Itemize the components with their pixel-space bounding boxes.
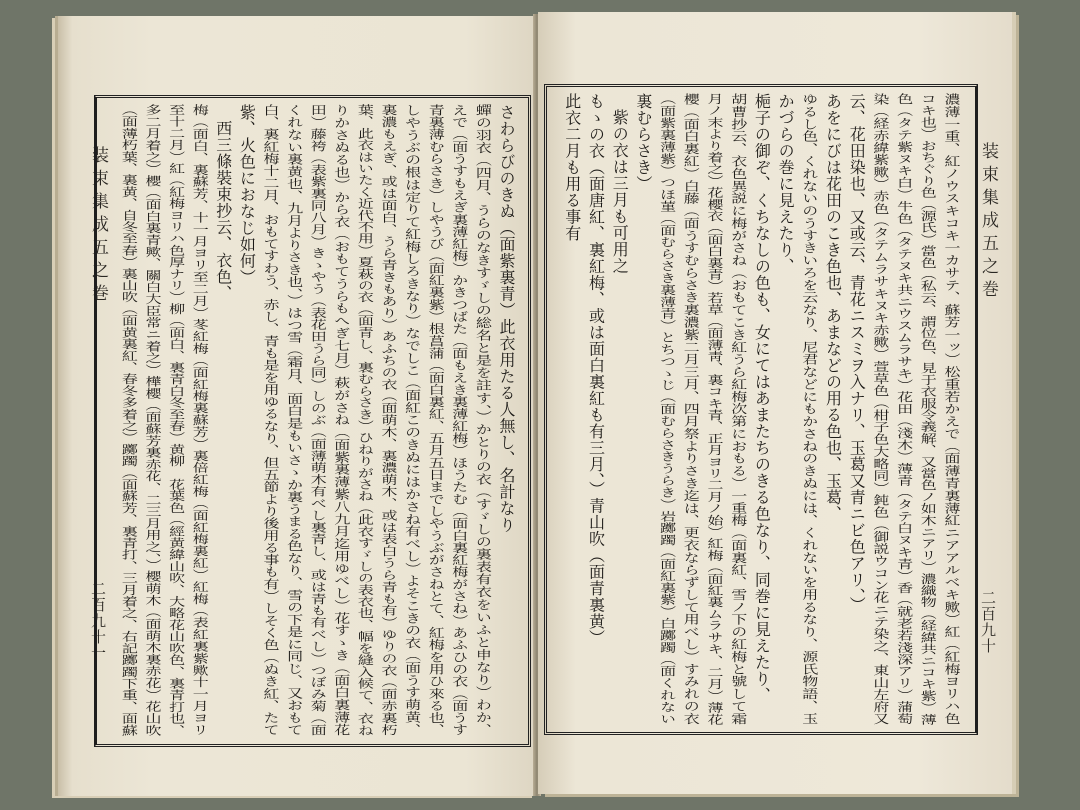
text-column: 此衣二月も用る事有	[562, 93, 582, 242]
text-column: 紫の衣は三月も可用之	[610, 109, 630, 274]
text-column: もゝの衣（面唐紅、裏紅梅、或は面白裏紅も有三月、）青山吹（面青裏黄）	[586, 93, 606, 646]
left-page-header: 装束集成五之巻	[88, 146, 108, 307]
text-column: 至十二月）紅（紅梅ヨリハ色厚ナリ）柳（面白、裏青白冬至春）黄柳 花葉色（經黄緯山吹、大略花山吹色、裏青打也、	[166, 104, 186, 736]
text-column: 櫻（面白裏紅）白藤（面うすむらさき裏濃紫二月三月、四月祭よりさき迄は、更衣ならずして用べし）すみれの衣	[681, 93, 701, 725]
left-text-frame	[94, 95, 531, 747]
text-column: 葉、此衣はいたく近代不用）夏萩の衣（面青し、裏むらさき）ひねりがさね（此衣すゞしの表衣也、幅を縫入候て、衣ね	[355, 104, 375, 736]
text-column: 裏むらさき）	[633, 93, 653, 192]
text-column: 云、花田染也、又或云、青花ニスミヲ入ナリ、玉葛又青ニビ色アリ、）	[847, 93, 867, 613]
text-column: （面薄朽葉、裏黄、自冬至春）裏山吹（面黄裏紅、春冬多着之）躑躅（面蘇芳、裏青打、三月着之、右記躑躅下重、面蘇	[119, 104, 139, 736]
text-column: 濃薄一重、紅ノウスキコキ一カサテ、蘇芳一ッ）松重若かえで（面薄青裏薄紅ニアアルベキ歟）紅（紅梅ヨリハ色	[942, 93, 961, 725]
text-column: 多二月着之）櫻（面白裏青歟、關白大臣常ニ着之）樺櫻（面蘇芳裏赤花、二三月用之、）櫻萌木（面萌木裏赤花）花山吹	[143, 104, 162, 736]
text-column: 胡曹抄云、衣色異説に梅がさね（おもてこき紅うら紅梅次第におもる）一重梅（面裏紅、雪ノ下の紅梅と號して霜	[728, 93, 748, 725]
text-column: くれない裏黄也、九月よりさき也、）はつ雪（霜月、面白是もいさゝか裏うまる色なり、雪の下是に同じ、又おもて	[284, 104, 304, 736]
text-column: 梔子の御ぞ、くちなしの色も、女にてはあまたちのきる色なり、同巻に見えたり、	[752, 93, 772, 704]
text-column: かづらの巻に見えたり、	[776, 93, 796, 275]
text-column: 裏濃もえぎ、或は面白、うら青きもあり）あふちの衣（面萌木、裏濃萌木、或は表白うら青も有）ゆりの衣（面赤裏朽	[379, 104, 398, 736]
text-column: 青裏薄むらさき）しやうび（面紅裏紫）根菖蒲（面白裏紅、五月五日までしやうぶがさねとて、紅梅を用ひ來る也、	[426, 104, 446, 736]
text-column: 月ノ末より着之）花櫻衣（面白裏青）若草（面薄靑、裏コキ青、正月ヨリ二月ノ始）紅梅（面紅裏ムラサキ、二月）薄花	[705, 93, 724, 725]
left-page-number: 二百九十一	[89, 581, 107, 661]
text-column: コキ也）おちぐり色（源氏）當色（私云、謂位色、見于衣服令義解、又當色ノ如木ニアリ）濃織物（経緯共ニコキ紫）薄	[918, 93, 938, 725]
text-column: 染（経赤緯紫歟）赤色（タテムラサキヌキ赤歟）萱草色（柑子色大略同）鈍色（御説ウコン花ニテ染之、東山左府又	[870, 93, 890, 725]
text-column: ゆるし色、くれないのうすきいろを云なり、尼君などにもかさねのきぬには、くれないを用るなり、源氏物語、玉	[799, 93, 819, 725]
text-column: 蟬の羽衣（四月、うらのなきすゞしの総名と是を註す、）かとりの衣（すゞしの裏表有衣をいふと申なり）わか、	[473, 104, 493, 736]
right-page-number: 二百九十	[979, 590, 997, 654]
text-column: 田）藤袴（表紫裏同八月）きゝやう（表花田うら同）しのぶ（面薄萌木有べし裏青し、或は青も有べし）つぼみ菊（面	[308, 104, 328, 736]
text-column: （面紫裏薄紫）つほ菫（面むらさき裏薄青）とちつゝじ（面むらさきうらき）岩躑躅（面紅裏紫）白躑躅（面くれない	[657, 93, 677, 725]
text-column: 紫、火色におなじ如何）	[237, 104, 257, 286]
right-page-header: 装束集成五之巻	[978, 142, 998, 303]
text-column: 色（タテ紫ヌキ白）牛色（タテヌキ共ニウスムラサキ）花田（淺木）薄青（タテ白ヌキ青）香（就老若淺深アリ）蒲萄	[894, 93, 914, 725]
left-page	[58, 16, 538, 796]
text-column: しやうぶの根は定りて紅梅しろきなり）なでしこ（面紅このきぬにはかさね有べし）よそこきの衣（面うす萌黄、	[402, 104, 422, 736]
right-text-frame	[544, 84, 978, 735]
right-page	[538, 12, 1012, 794]
text-column: りかさぬる也）から衣（おもてうらもへぎ七月）萩がさね（面紫裏薄紫八九月迄用ゆべし）花すゝき（面白裏薄花	[331, 104, 351, 736]
text-column: 西三條裝束抄云、衣色、	[213, 120, 233, 302]
text-column: さわらびのきぬ（面紫裏青）此衣用たる人無し、名計なり	[497, 104, 516, 533]
text-column: 白、裏紅梅十二月、おもてすわう、赤し、青も是を用ゆるなり、但五節より後用る事も有）しそく色（ぬき紅、たて	[261, 104, 280, 736]
text-column: あをにびは花田のこき色也、あまなどの用る色也、玉葛、	[823, 93, 843, 522]
text-column: えで（面うすもえぎ裏薄紅梅）かきつばた（面もえき裏薄紅梅）ほうたむ（面白裏紅梅がさね）あふひの衣（面うす	[449, 104, 469, 736]
text-column: 梅（面白、裏蘇芳、十一月ヨリ至二月）苳紅梅（面紅梅裏蘇芳）裏倍紅梅（面紅梅裏紅）紅梅（表紅裏紫歟十一月ヨリ	[190, 104, 210, 736]
